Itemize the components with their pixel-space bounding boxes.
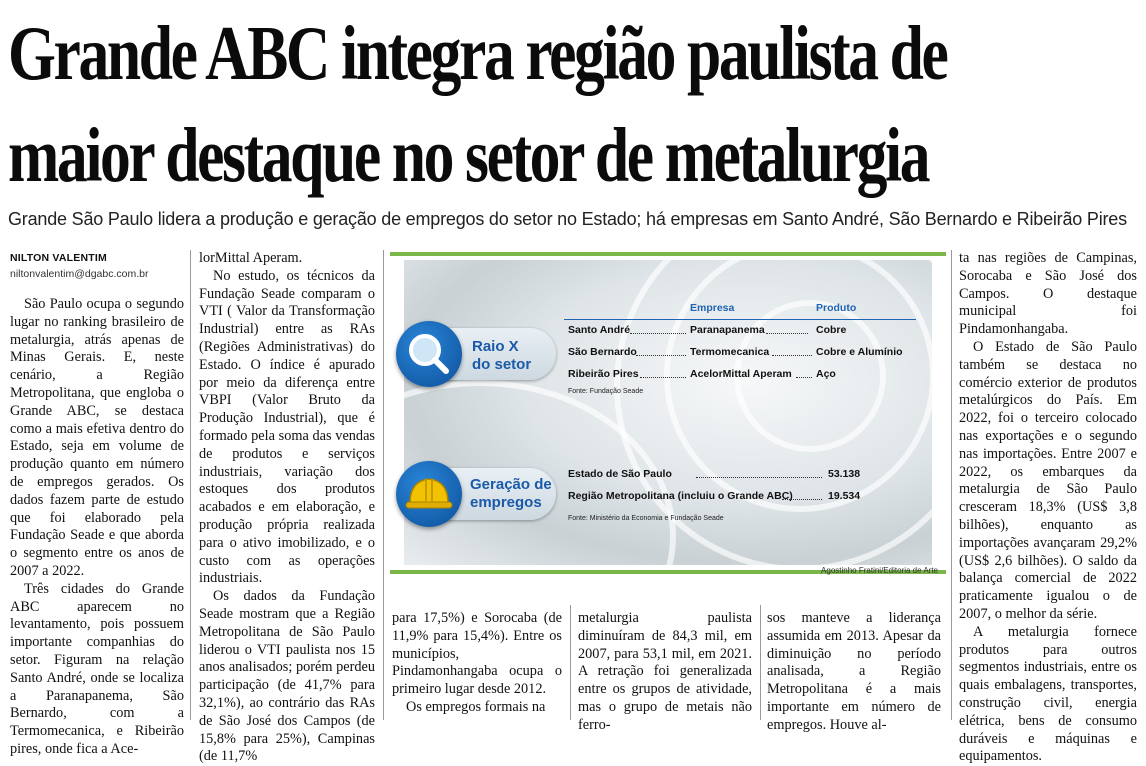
column-divider <box>951 250 952 720</box>
paragraph: lorMittal Aperam. <box>199 250 303 266</box>
article-column-6 <box>959 250 1137 766</box>
raio-x-title: Raio X do setor <box>472 338 532 373</box>
paragraph: Os empregos formais na <box>406 698 546 715</box>
company-cell: Paranapanema <box>690 324 765 336</box>
paragraph: São Paulo ocupa o segundo lugar no ranking brasileiro de metalurgia, atrás apenas de Minas Gerais. E, neste cenário, a Região Metropolitana, que engloba o Grande ABC, se destaca como a mais efetiva dentro do Estado, seja em volume de produção quanto em número de empregos gerados. Os dados fazem parte de estudo que foi elaborado pela Fundação Seade e que aborda o segmento entre os anos de 2007 a 2022. <box>10 296 184 579</box>
column-divider <box>190 250 191 720</box>
paragraph: Os dados da Fundação Seade mostram que a Região Metropolitana de São Paulo liderou o VTI paulista nos 15 anos analisados; porém perdeu participação (de 41,7% para 32,1%), ao contrário das RAs de São José dos Campos (de 15,8% para 25%), Campinas (de 11,7% <box>199 588 375 765</box>
column-divider <box>383 250 384 720</box>
byline-email: niltonvalentim@dgabc.com.br <box>10 268 149 280</box>
product-cell: Cobre e Alumínio <box>816 346 903 358</box>
raio-x-source: Fonte: Fundação Seade <box>568 388 644 395</box>
article-column-2 <box>199 250 375 766</box>
headline-line-2: maior destaque no setor de metalurgia <box>8 112 929 198</box>
column-divider <box>570 605 571 720</box>
paragraph: para 17,5%) e Sorocaba (de 11,9% para 15,4%). Entre os municípios, Pindamonhangaba ocupa o primeiro lugar desde 2012. <box>392 610 562 698</box>
jobs-value: 19.534 <box>828 490 861 502</box>
city-cell: Ribeirão Pires <box>568 368 639 380</box>
paragraph: No estudo, os técnicos da Fundação Seade comparam o VTI ( Valor da Transformação Industrial) entre as RAs (Regiões Administrativas) do Estado. O índice é apurado por meio da diferença entre VBPI (Valor Bruto da Produção Industrial), que é formado pela soma das vendas de produtos e serviços industriais, variação dos estoques dos produtos acabados e em elaboração, e produção própria realizada para o ativo imobilizado, e o custo com as operações industriais. <box>199 267 375 587</box>
paragraph: metalurgia paulista diminuíram de 84,3 mil, em 2007, para 53,1 mil, em 2021. A retração foi generalizada entre os grupos de atividade, mas o grupo de metais não ferro- <box>578 610 752 733</box>
product-cell: Cobre <box>816 324 847 336</box>
article-column-3 <box>392 610 562 717</box>
company-cell: AcelorMittal Aperam <box>690 368 792 380</box>
art-credit: Agostinho Fratini/Editoria de Arte <box>821 566 938 575</box>
jobs-label: Região Metropolitana (incluiu o Grande ABC) <box>568 490 793 502</box>
table-row <box>568 346 918 360</box>
empregos-title: Geração de empregos <box>470 476 552 511</box>
company-cell: Termomecanica <box>690 346 770 358</box>
column-header-empresa: Empresa <box>690 302 735 314</box>
paragraph: ta nas regiões de Campinas, Sorocaba e São José dos Campos. O destaque municipal foi Pindamonhangaba. <box>959 250 1137 338</box>
paragraph: Três cidades do Grande ABC aparecem no levantamento, pois possuem importante companhias do setor. Figuram na relação Santo André, onde se localiza a Paranapanema, São Bernardo, com a Termomecanica, e Ribeirão pires, onde fica a Ace- <box>10 580 184 757</box>
paragraph: O Estado de São Paulo também se destaca no comércio exterior de produtos metalúrgicos do País. Em 2022, foi o terceiro colocado nas exportações e o segundo nas importações. Entre 2007 e 2022, os embarques da metalurgia de São Paulo cresceram 18,3% (US$ 3,8 bilhões), enquanto as importações avançaram 29,2% (US$ 2,6 bilhões). O saldo da balança comercial de 2022 praticamente igualou o de 2007, o melhor da série. <box>959 338 1137 622</box>
magnifier-icon <box>396 321 462 387</box>
paragraph: sos manteve a liderança assumida em 2013. Apesar da diminuição no período analisada, a Região Metropolitana é a mais importante em número de empregos. Houve al- <box>767 610 941 733</box>
table-header-rule <box>564 319 916 320</box>
subtitle: Grande São Paulo lidera a produção e geração de empregos do setor no Estado; há empresas em Santo André, São Bernardo e Ribeirão Pires <box>8 209 1127 229</box>
jobs-row <box>568 468 868 482</box>
article-column-5 <box>767 610 941 735</box>
column-divider <box>760 605 761 720</box>
headline <box>8 2 947 206</box>
jobs-value: 53.138 <box>828 468 861 480</box>
infographic-top-rule <box>390 252 946 256</box>
byline-author: NILTON VALENTIM <box>10 252 107 264</box>
product-cell: Aço <box>816 368 836 380</box>
empregos-source: Fonte: Ministério da Economia e Fundação Seade <box>568 515 724 522</box>
hard-hat-icon <box>396 461 462 527</box>
article-column-4 <box>578 610 752 735</box>
article-column-1 <box>10 296 184 759</box>
infographic <box>390 252 946 580</box>
table-row <box>568 368 918 382</box>
jobs-label: Estado de São Paulo <box>568 468 672 480</box>
city-cell: Santo André <box>568 324 631 336</box>
headline-line-1: Grande ABC integra região paulista de <box>8 10 947 96</box>
paragraph: A metalurgia fornece produtos para outros segmentos industriais, entre os quais embalagens, transportes, construção civil, energia elétrica, bens de consumo duráveis e máquinas e equipamentos. <box>959 623 1137 765</box>
table-row <box>568 324 918 338</box>
column-header-produto: Produto <box>816 302 857 314</box>
city-cell: São Bernardo <box>568 346 637 358</box>
jobs-row <box>568 490 868 504</box>
